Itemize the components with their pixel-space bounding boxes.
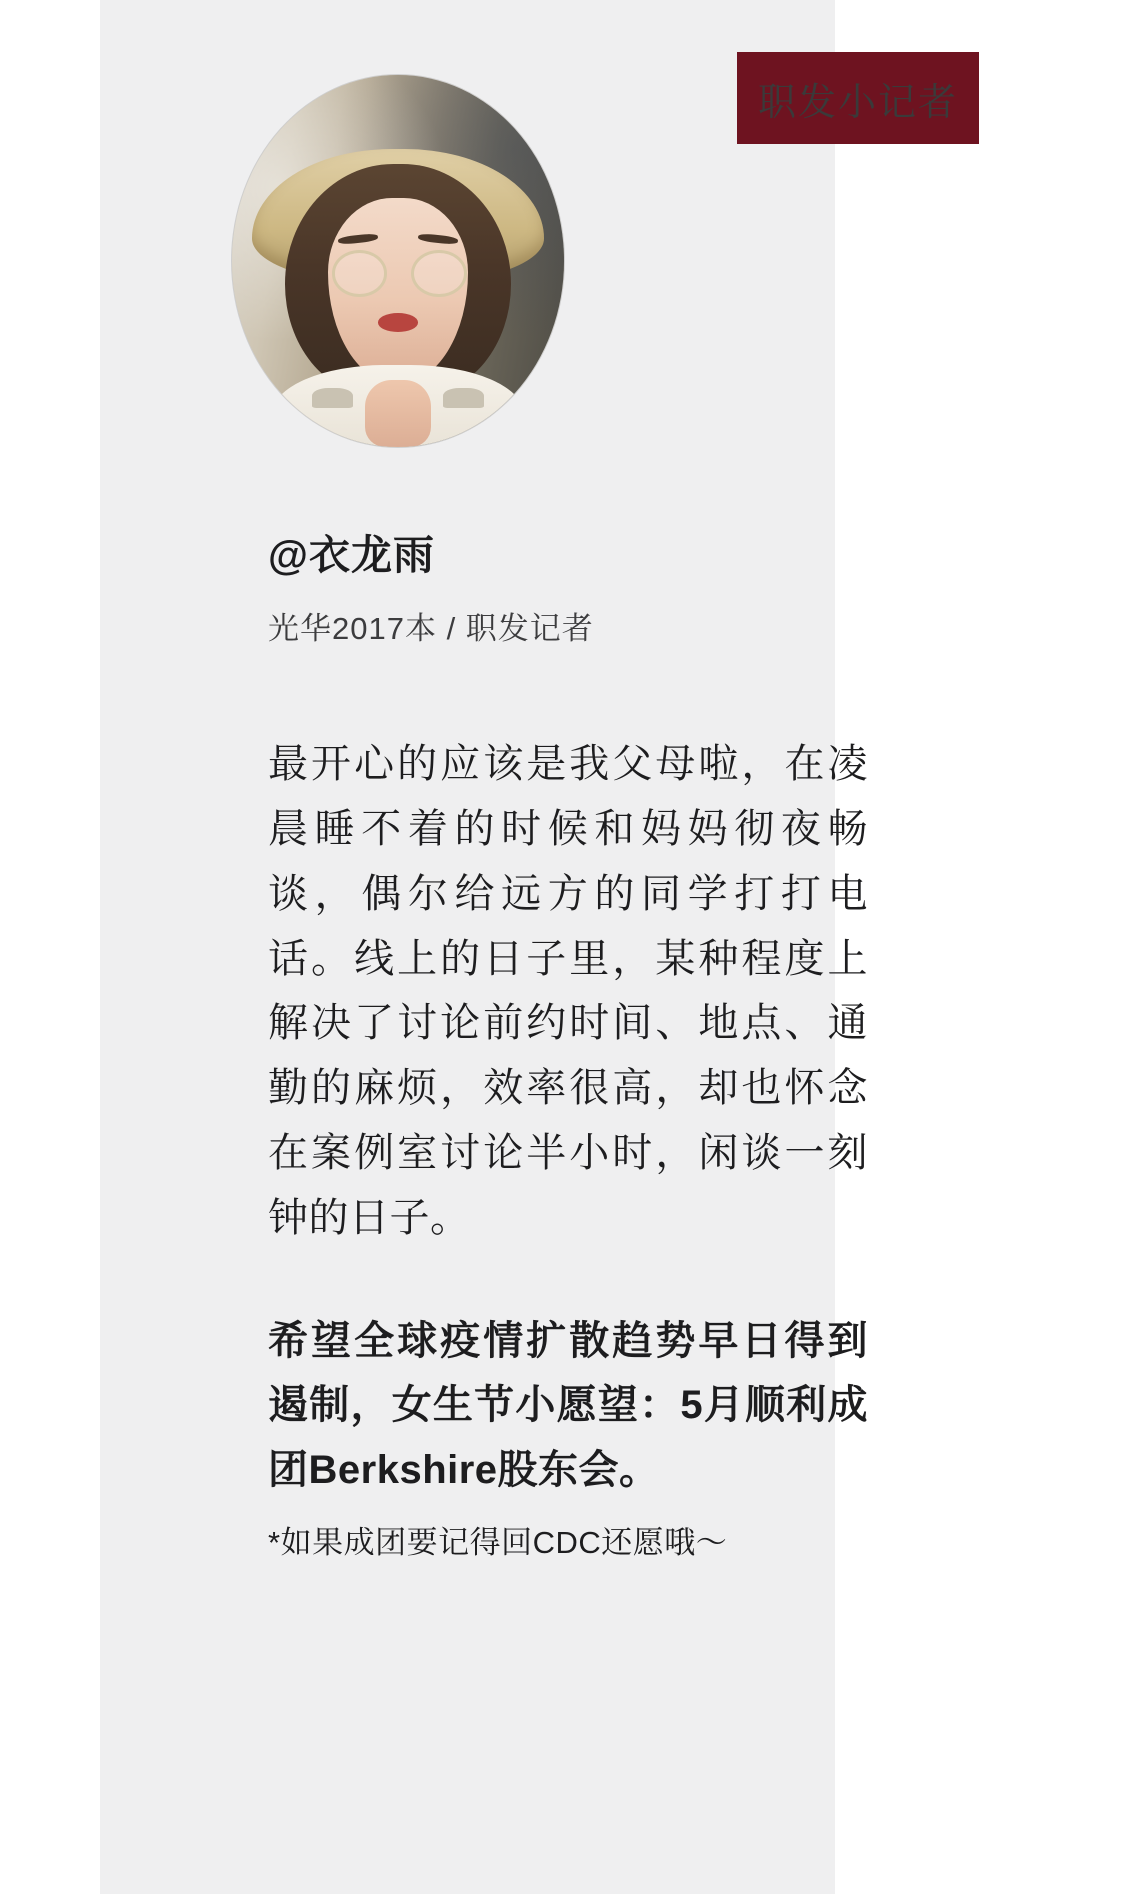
avatar-mouth <box>378 313 418 332</box>
profile-subtitle: 光华2017本 / 职发记者 <box>268 611 594 647</box>
avatar-image <box>231 74 565 448</box>
badge-label: 职发小记者 <box>757 81 958 124</box>
avatar-glasses-left-icon <box>332 250 388 297</box>
profile-handle: @衣龙雨 <box>268 532 435 578</box>
avatar <box>231 74 565 448</box>
footnote: *如果成团要记得回CDC还愿哦～ <box>268 1525 728 1561</box>
avatar-glasses-right-icon <box>411 250 467 297</box>
avatar-hands <box>365 380 431 447</box>
article-body <box>268 530 868 1562</box>
badge-ribbon <box>737 52 979 144</box>
paragraph-1: 最开心的应该是我父母啦，在凌晨睡不着的时候和妈妈彻夜畅谈，偶尔给远方的同学打打电话。线上的日子里，某种程度上解决了讨论前约时间、地点、通勤的麻烦，效率很高，却也怀念在案例室讨论半小时，闲谈一刻钟的日子。 <box>268 742 868 1240</box>
content-card <box>100 0 958 1894</box>
paragraph-2: 希望全球疫情扩散趋势早日得到遏制，女生节小愿望：5月顺利成团Berkshire股东会。 <box>268 1318 868 1493</box>
